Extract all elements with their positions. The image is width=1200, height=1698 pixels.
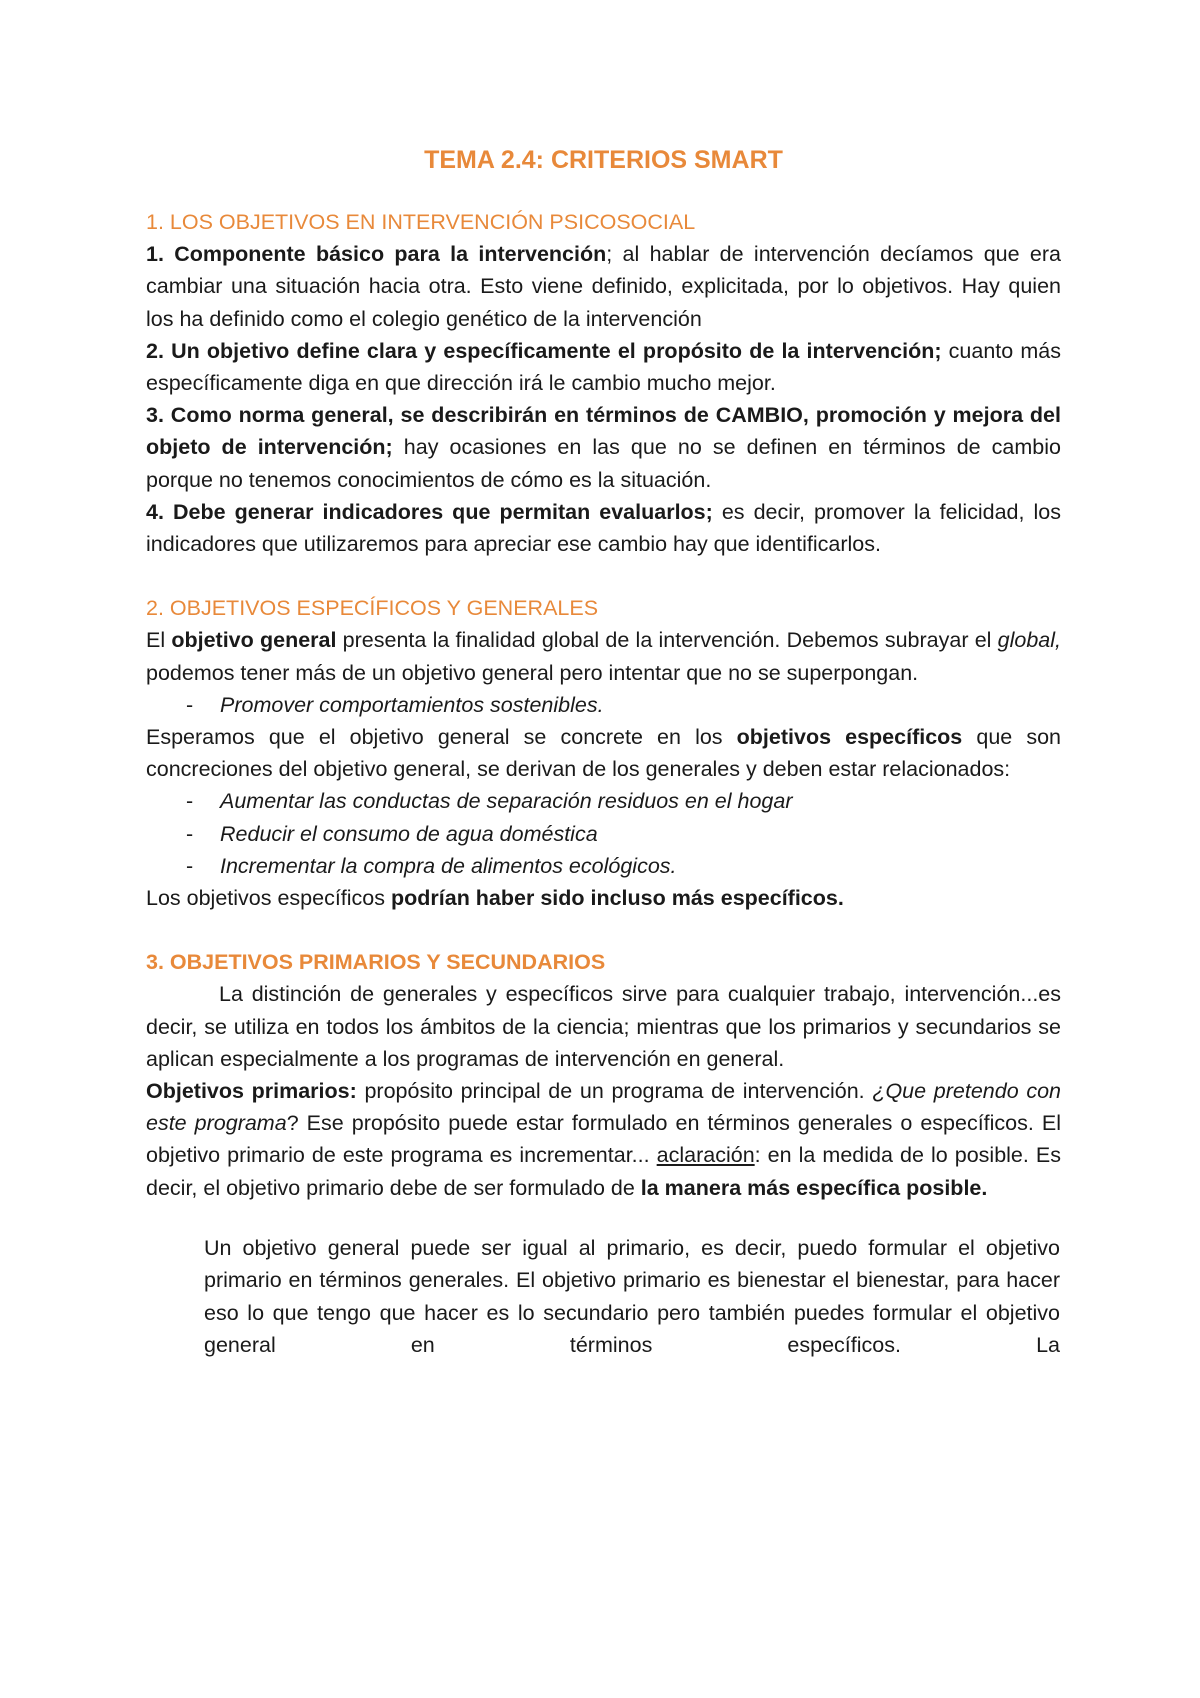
list-item: - Aumentar las conductas de separación residuos en el hogar: [186, 785, 1061, 817]
spacer: [146, 560, 1061, 592]
section-1-heading: 1. LOS OBJETIVOS EN INTERVENCIÓN PSICOSOCIAL: [146, 210, 696, 234]
s2-list-specific: [146, 785, 1061, 882]
document-page: [146, 140, 1061, 1362]
s2-paragraph-1: [146, 624, 1061, 688]
s3-p2-c: : en la medida de lo posible. Es decir, el objetivo primario debe de ser formulado de: [146, 1143, 1061, 1200]
s3-p2-underline: aclaración: [656, 1143, 755, 1168]
spacer: [146, 1204, 1061, 1232]
s3-indented-paragraph: Un objetivo general puede ser igual al primario, es decir, puedo formular el objetivo primario en términos generales. El objetivo primario es bienestar el bienestar, para hacer eso lo que tengo que hacer es lo secundario pero también puedes formular el objetivo general en términos específicos. La: [204, 1235, 1060, 1358]
s1-p3-bold: 3. Como norma general, se describirán en términos de CAMBIO, promoción y mejora del objeto de intervención;: [146, 403, 1061, 460]
s3-p2-a: propósito principal de un programa de intervención.: [356, 1079, 873, 1104]
s2-p2-b: que son concreciones del objetivo general, se derivan de los generales y deben estar relacionados:: [146, 725, 1062, 782]
s3-p2-bold: Objetivos primarios:: [146, 1079, 357, 1104]
list-item: - Reducir el consumo de agua doméstica: [186, 818, 1061, 850]
s2-p3-a: Los objetivos específicos: [146, 886, 391, 911]
s3-p2-b: ? Ese propósito puede estar formulado en términos generales o específicos. El objetivo primario de este programa es incrementar...: [146, 1111, 1061, 1168]
s2-paragraph-3: [146, 882, 1061, 914]
s1-p3-text: hay ocasiones en las que no se definen en términos de cambio porque no tenemos conocimientos de cómo es la situación.: [146, 435, 1061, 492]
s2-p1-bold: objetivo general: [171, 628, 337, 653]
s1-p1-bold: 1. Componente básico para la intervención: [146, 242, 607, 267]
s1-paragraph-1: [146, 238, 1061, 335]
s2-p1-italic: global,: [997, 628, 1062, 653]
document-title: TEMA 2.4: CRITERIOS SMART: [424, 146, 783, 174]
s3-paragraph-1: La distinción de generales y específicos sirve para cualquier trabajo, intervención...es decir, se utiliza en todos los ámbitos de la ciencia; mientras que los primarios y secundarios se aplican especialmente a los programas de intervención en general.: [146, 982, 1061, 1071]
list-item: - Incrementar la compra de alimentos ecológicos.: [186, 850, 1061, 882]
s2-list-general: [146, 689, 1061, 721]
s3-p2-italic: ¿Que pretendo con este programa: [146, 1079, 1061, 1136]
s1-p2-text: cuanto más específicamente diga en que dirección irá le cambio mucho mejor.: [146, 338, 1062, 396]
s1-paragraph-3: [146, 399, 1061, 496]
s2-p1-c: podemos tener más de un objetivo general pero intentar que no se superpongan.: [146, 660, 919, 685]
s1-paragraph-2: [146, 335, 1061, 399]
s1-p4-text: es decir, promover la felicidad, los indicadores que utilizaremos para apreciar ese cambio hay que identificarlos.: [146, 499, 1061, 557]
s3-p2-bold-2: la manera más específica posible.: [640, 1175, 988, 1200]
s2-p1-a: El: [146, 628, 172, 653]
s1-p4-bold: 4. Debe generar indicadores que permitan evaluarlos;: [146, 499, 713, 524]
s2-p3-bold: podrían haber sido incluso más específicos.: [391, 886, 844, 911]
section-3-heading: 3. OBJETIVOS PRIMARIOS Y SECUNDARIOS: [146, 950, 606, 975]
s3-paragraph-2: [146, 1075, 1061, 1204]
s1-p1-text: ; al hablar de intervención decíamos que era cambiar una situación hacia otra. Esto viene definido, explicitada, por lo objetivos. Hay quien los ha definido como el colegio genético de la intervención: [146, 242, 1061, 331]
list-item: - Promover comportamientos sostenibles.: [186, 689, 1061, 721]
spacer: [146, 914, 1061, 946]
section-2-heading: 2. OBJETIVOS ESPECÍFICOS Y GENERALES: [146, 596, 599, 621]
s1-paragraph-4: [146, 496, 1061, 560]
s2-paragraph-2: [146, 721, 1061, 785]
s2-p1-b: presenta la finalidad global de la intervención. Debemos subrayar el: [336, 628, 998, 653]
s2-p2-a: Esperamos que el objetivo general se concrete en los: [146, 725, 737, 750]
s1-p2-bold: 2. Un objetivo define clara y específicamente el propósito de la intervención;: [146, 338, 942, 363]
s2-p2-bold: objetivos específicos: [736, 725, 963, 750]
